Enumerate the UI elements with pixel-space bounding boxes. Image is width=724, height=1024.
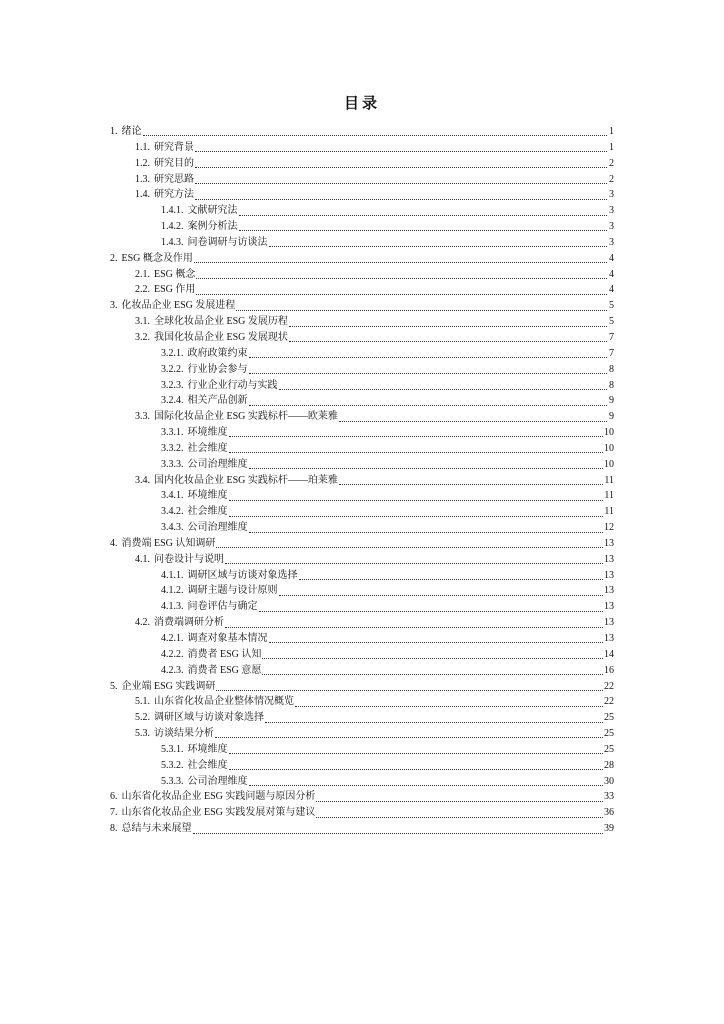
toc-entry[interactable]: [110, 758, 614, 774]
toc-dot-leader: [196, 278, 607, 279]
toc-entry-number: 4.2.: [135, 617, 150, 629]
toc-entry-number: 1.4.3.: [161, 236, 184, 248]
toc-dot-leader: [339, 484, 603, 485]
toc-entry-page: 13: [604, 617, 614, 629]
toc-dot-leader: [229, 516, 604, 517]
toc-entry-page: 10: [604, 427, 614, 439]
toc-entry-page: 13: [604, 585, 614, 597]
toc-dot-leader: [216, 690, 603, 691]
toc-entry[interactable]: [110, 789, 614, 805]
toc-entry[interactable]: [110, 631, 614, 647]
toc-entry-page: 2: [609, 173, 614, 185]
toc-entry-title: 访谈结果分析: [154, 728, 214, 740]
toc-entry-number: 5.1.: [135, 696, 150, 708]
toc-dot-leader: [225, 627, 603, 628]
toc-entry-number: 3.4.: [135, 474, 150, 486]
toc-entry-page: 25: [604, 743, 614, 755]
toc-entry-title: 总结与未来展望: [121, 823, 192, 835]
toc-entry-number: 4.2.2.: [161, 648, 184, 660]
toc-entry-page: 28: [604, 759, 614, 771]
toc-entry-page: 25: [604, 728, 614, 740]
toc-entry-title: 问卷调研与访谈法: [187, 236, 268, 248]
toc-entry[interactable]: [110, 140, 614, 156]
toc-entry-page: 10: [604, 458, 614, 470]
toc-dot-leader: [249, 532, 604, 533]
toc-entry-number: 1.4.2.: [161, 221, 184, 233]
toc-entry-page: 3: [609, 205, 614, 217]
toc-entry-number: 4.1.1.: [161, 569, 184, 581]
toc-entry-page: 7: [609, 347, 614, 359]
toc-entry-number: 4.1.2.: [161, 585, 184, 597]
toc-dot-leader: [289, 341, 607, 342]
toc-entry[interactable]: [110, 583, 614, 599]
toc-entry-page: 4: [609, 268, 614, 280]
toc-entry-page: 11: [604, 490, 614, 502]
toc-entry[interactable]: [110, 425, 614, 441]
toc-entry-title: 调查对象基本情况: [187, 633, 268, 644]
toc-entry-number: 5.3.2.: [161, 759, 184, 771]
toc-entry-number: 2.2.: [135, 284, 150, 296]
toc-dot-leader: [215, 737, 603, 738]
toc-dot-leader: [316, 817, 603, 818]
toc-entry-number: 3.2.3.: [161, 379, 184, 391]
toc-entry-title: 问卷评估与确定: [187, 601, 258, 613]
toc-entry[interactable]: [110, 457, 614, 473]
toc-entry-page: 10: [604, 442, 614, 454]
toc-entry-number: 3.: [110, 300, 118, 312]
toc-entry[interactable]: [110, 679, 614, 695]
toc-entry-title: 环境维度: [187, 743, 228, 755]
toc-entry-page: 13: [604, 537, 614, 549]
toc-entry[interactable]: [110, 298, 614, 314]
toc-entry[interactable]: [110, 172, 614, 188]
toc-entry-number: 5.3.: [135, 728, 150, 740]
toc-entry[interactable]: [110, 568, 614, 584]
toc-entry-title: 社会维度: [187, 506, 228, 518]
toc-dot-leader: [239, 215, 608, 216]
toc-entry-title: 企业端 ESG 实践调研: [121, 680, 216, 692]
toc-entry-page: 4: [609, 252, 614, 264]
toc-entry[interactable]: [110, 267, 614, 283]
toc-dot-leader: [269, 246, 608, 247]
toc-entry-number: 3.3.1.: [161, 427, 184, 439]
toc-dot-leader: [339, 421, 607, 422]
toc-entry[interactable]: [110, 124, 614, 140]
toc-dot-leader: [229, 500, 604, 501]
toc-entry-title: 消费端调研分析: [154, 617, 224, 629]
toc-dot-leader: [295, 706, 603, 707]
toc-entry-page: 22: [604, 696, 614, 708]
toc-entry-page: 39: [604, 823, 614, 835]
toc-entry-page: 11: [604, 474, 614, 486]
toc-entry-title: 绪论: [121, 126, 142, 137]
toc-entry-title: 我国化妆品企业 ESG 发展现状: [154, 331, 288, 343]
toc-entry-number: 7.: [110, 807, 118, 819]
toc-entry-number: 4.2.3.: [161, 664, 184, 676]
toc-entry-number: 3.2.1.: [161, 347, 184, 359]
toc-dot-leader: [262, 658, 603, 659]
toc-entry-page: 25: [604, 712, 614, 724]
toc-dot-leader: [229, 452, 604, 453]
toc-entry-page: 1: [609, 126, 614, 137]
toc-dot-leader: [299, 579, 604, 580]
toc-entry-title: 消费者 ESG 意愿: [187, 664, 262, 676]
toc-dot-leader: [195, 167, 607, 168]
toc-entry[interactable]: [110, 694, 614, 710]
toc-dot-leader: [265, 722, 603, 723]
toc-entry[interactable]: [110, 441, 614, 457]
toc-dot-leader: [229, 436, 604, 437]
toc-entry[interactable]: [110, 726, 614, 742]
toc-dot-leader: [194, 262, 607, 263]
toc-dot-leader: [249, 373, 608, 374]
toc-entry-page: 13: [604, 569, 614, 581]
toc-entry[interactable]: [110, 473, 614, 489]
toc-entry[interactable]: [110, 488, 614, 504]
toc-entry-page: 3: [609, 236, 614, 248]
toc-entry-page: 5: [609, 300, 614, 312]
toc-entry-title: 调研主题与设计原则: [187, 585, 278, 597]
toc-entry-title: 研究方法: [154, 189, 194, 201]
toc-entry-number: 1.3.: [135, 173, 150, 185]
toc-entry-title: 国内化妆品企业 ESG 实践标杆——珀莱雅: [154, 474, 338, 486]
toc-entry[interactable]: [110, 742, 614, 758]
toc-dot-leader: [193, 833, 604, 834]
toc-dot-leader: [259, 611, 604, 612]
toc-entry-title: 公司治理维度: [187, 458, 248, 470]
toc-entry-title: 山东省化妆品企业 ESG 实践发展对策与建议: [121, 807, 316, 819]
toc-entry-number: 4.2.1.: [161, 633, 184, 644]
toc-entry[interactable]: [110, 219, 614, 235]
toc-entry-title: 行业协会参与: [187, 363, 248, 375]
toc-entry-number: 3.4.2.: [161, 506, 184, 518]
toc-entry-number: 1.4.: [135, 189, 150, 201]
toc-entry[interactable]: [110, 520, 614, 536]
toc-entry-page: 1: [609, 141, 614, 153]
toc-dot-leader: [279, 595, 604, 596]
toc-entry[interactable]: [110, 409, 614, 425]
toc-entry-title: 环境维度: [187, 490, 228, 502]
toc-entry[interactable]: [110, 805, 614, 821]
toc-entry-page: 16: [604, 664, 614, 676]
toc-entry-page: 13: [604, 553, 614, 565]
toc-entry-title: 问卷设计与说明: [154, 553, 224, 565]
toc-entry-title: 文献研究法: [187, 205, 238, 217]
toc-entry-number: 5.: [110, 680, 118, 692]
toc-entry-number: 3.2.2.: [161, 363, 184, 375]
toc-entry-title: 公司治理维度: [187, 775, 248, 787]
toc-entry-number: 3.4.1.: [161, 490, 184, 502]
toc-entry[interactable]: [110, 203, 614, 219]
toc-dot-leader: [269, 642, 604, 643]
toc-entry-page: 3: [609, 189, 614, 201]
toc-entry-page: 13: [604, 601, 614, 613]
toc-dot-leader: [225, 563, 603, 564]
toc-entry-title: 相关产品创新: [187, 395, 248, 407]
toc-dot-leader: [236, 310, 607, 311]
toc-entry[interactable]: [110, 330, 614, 346]
toc-entry[interactable]: [110, 362, 614, 378]
toc-entry-page: 4: [609, 284, 614, 296]
toc-entry-number: 3.4.3.: [161, 522, 184, 534]
toc-entry-number: 4.: [110, 537, 118, 549]
toc-dot-leader: [196, 294, 607, 295]
toc-entry-title: 调研区域与访谈对象选择: [154, 712, 264, 724]
toc-entry[interactable]: [110, 251, 614, 267]
toc-entry-title: 研究目的: [154, 157, 194, 169]
toc-entry-page: 11: [604, 506, 614, 518]
toc-entry[interactable]: [110, 663, 614, 679]
toc-entry-title: 研究背景: [154, 141, 194, 153]
toc-entry-number: 1.4.1.: [161, 205, 184, 217]
toc-entry-title: 社会维度: [187, 759, 228, 771]
toc-entry[interactable]: [110, 282, 614, 298]
toc-entry-page: 2: [609, 157, 614, 169]
toc-entry[interactable]: [110, 393, 614, 409]
toc-entry-title: 全球化妆品企业 ESG 发展历程: [154, 316, 288, 328]
toc-entry-page: 8: [609, 363, 614, 375]
toc-dot-leader: [249, 357, 608, 358]
toc-entry-title: 山东省化妆品企业整体情况概览: [154, 696, 294, 708]
toc-entry-title: 政府政策约束: [187, 347, 248, 359]
toc-dot-leader: [279, 389, 608, 390]
toc-entry-number: 2.: [110, 252, 118, 264]
toc-entry-number: 1.1.: [135, 141, 150, 153]
toc-entry-page: 14: [604, 648, 614, 660]
toc-entry[interactable]: [110, 647, 614, 663]
toc-entry-number: 3.2.4.: [161, 395, 184, 407]
toc-entry-title: ESG 作用: [154, 284, 196, 296]
toc-dot-leader: [195, 199, 607, 200]
toc-dot-leader: [262, 674, 603, 675]
toc-entry-number: 5.3.3.: [161, 775, 184, 787]
toc-dot-leader: [195, 151, 607, 152]
toc-dot-leader: [249, 405, 608, 406]
toc-entry-number: 6.: [110, 791, 118, 803]
toc-entry-title: 消费端 ESG 认知调研: [121, 537, 216, 549]
toc-dot-leader: [249, 468, 604, 469]
toc-entry[interactable]: [110, 378, 614, 394]
toc-entry-title: 消费者 ESG 认知: [187, 648, 262, 660]
toc-dot-leader: [195, 183, 607, 184]
toc-entry-number: 1.2.: [135, 157, 150, 169]
toc-entry-title: 国际化妆品企业 ESG 实践标杆——欧莱雅: [154, 411, 338, 423]
toc-entry-page: 9: [609, 411, 614, 423]
toc-entry[interactable]: [110, 346, 614, 362]
toc-entry-title: ESG 概念: [154, 268, 196, 280]
toc-entry-page: 3: [609, 221, 614, 233]
toc-entry-number: 8.: [110, 823, 118, 835]
toc-entry[interactable]: [110, 536, 614, 552]
toc-entry-title: 研究思路: [154, 173, 194, 185]
toc-entry-page: 36: [604, 807, 614, 819]
toc-entry-number: 3.3.: [135, 411, 150, 423]
toc-entry-number: 4.1.3.: [161, 601, 184, 613]
toc-dot-leader: [143, 135, 608, 136]
toc-entry-number: 3.3.2.: [161, 442, 184, 454]
toc-entry[interactable]: [110, 235, 614, 251]
toc-entry[interactable]: [110, 156, 614, 172]
toc-dot-leader: [249, 785, 604, 786]
toc-entry-page: 22: [604, 680, 614, 692]
toc-entry-title: 行业企业行动与实践: [187, 379, 278, 391]
toc-dot-leader: [289, 326, 607, 327]
toc-dot-leader: [216, 547, 603, 548]
toc-dot-leader: [229, 753, 604, 754]
page-title: 目录: [343, 94, 380, 112]
toc-entry[interactable]: [110, 314, 614, 330]
toc-entry-number: 2.1.: [135, 268, 150, 280]
toc-entry-number: 3.2.: [135, 331, 150, 343]
toc-entry[interactable]: [110, 187, 614, 203]
toc-entry-number: 3.3.3.: [161, 458, 184, 470]
toc-entry-page: 9: [609, 395, 614, 407]
toc-entry-page: 30: [604, 775, 614, 787]
toc-entry[interactable]: [110, 821, 614, 837]
toc-entry-title: 社会维度: [187, 442, 228, 454]
toc-entry-title: 公司治理维度: [187, 522, 248, 534]
toc-entry-page: 7: [609, 331, 614, 343]
toc-entry-number: 3.1.: [135, 316, 150, 328]
toc-entry[interactable]: [110, 552, 614, 568]
toc-entry-number: 4.1.: [135, 553, 150, 565]
toc-entry-title: 调研区域与访谈对象选择: [187, 569, 298, 581]
toc-entry-page: 13: [604, 633, 614, 644]
toc-entry-title: 案例分析法: [187, 221, 238, 233]
toc-dot-leader: [239, 230, 608, 231]
toc-entry[interactable]: [110, 615, 614, 631]
toc-entry[interactable]: [110, 774, 614, 790]
toc-entry-number: 5.3.1.: [161, 743, 184, 755]
toc-entry-page: 33: [604, 791, 614, 803]
toc-entry[interactable]: [110, 599, 614, 615]
toc-entry-number: 1.: [110, 126, 118, 137]
toc-entry-page: 5: [609, 316, 614, 328]
toc-entry-number: 5.2.: [135, 712, 150, 724]
toc-entry-page: 12: [604, 522, 614, 534]
toc-list: [110, 124, 614, 837]
toc-entry-title: 环境维度: [187, 427, 228, 439]
toc-entry[interactable]: [110, 710, 614, 726]
toc-entry-title: ESG 概念及作用: [121, 252, 193, 264]
toc-entry-title: 山东省化妆品企业 ESG 实践问题与原因分析: [121, 791, 316, 803]
toc-dot-leader: [316, 801, 603, 802]
toc-entry-page: 8: [609, 379, 614, 391]
toc-entry[interactable]: [110, 504, 614, 520]
toc-entry-title: 化妆品企业 ESG 发展进程: [121, 300, 236, 312]
toc-dot-leader: [229, 769, 604, 770]
